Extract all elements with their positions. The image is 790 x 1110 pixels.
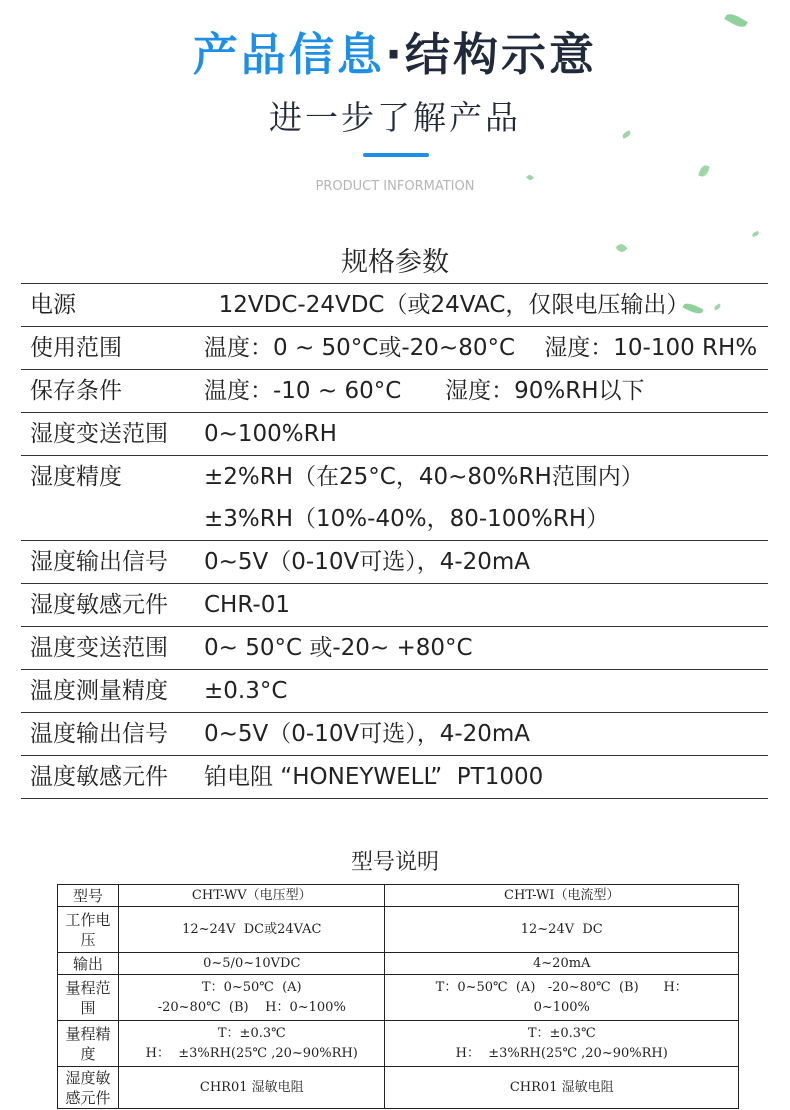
model-cell-line: 12~24V DC或24VAC bbox=[182, 921, 322, 937]
spec-value bbox=[204, 370, 768, 413]
spec-value bbox=[204, 413, 768, 456]
spec-label-text: 温度变送范围 bbox=[30, 635, 168, 661]
spec-label bbox=[21, 713, 204, 756]
model-cell-line: H： ±3%RH(25℃ ,20~90%RH) bbox=[455, 1045, 668, 1061]
spec-value-line: 0~5V（0-10V可选），4-20mA bbox=[204, 549, 531, 575]
title-underline bbox=[363, 153, 429, 157]
model-cell bbox=[385, 1021, 739, 1067]
spec-label bbox=[21, 327, 204, 370]
model-cell bbox=[119, 1067, 385, 1109]
spec-value bbox=[204, 456, 768, 541]
spec-value-line: CHR-01 bbox=[204, 592, 290, 618]
spec-value-line: ±0.3°C bbox=[204, 678, 288, 704]
spec-label-text: 湿度精度 bbox=[30, 464, 122, 490]
model-cell-line: CHR01 湿敏电阻 bbox=[509, 1079, 614, 1095]
model-row bbox=[58, 975, 739, 1021]
spec-label bbox=[21, 370, 204, 413]
model-cell-line: 围 bbox=[80, 998, 96, 1017]
spec-value-line: 0~100%RH bbox=[204, 421, 337, 447]
model-row-label bbox=[58, 1021, 119, 1067]
spec-row bbox=[21, 713, 768, 756]
model-cell-line: T：±0.3℃ bbox=[527, 1025, 596, 1041]
model-cell-line: 量程范 bbox=[65, 978, 111, 997]
model-cell-line: T：±0.3℃ bbox=[217, 1025, 286, 1041]
spec-row bbox=[21, 327, 768, 370]
spec-label bbox=[21, 627, 204, 670]
model-cell-line: 0~100% bbox=[533, 999, 590, 1015]
spec-label-text: 温度输出信号 bbox=[30, 721, 168, 747]
spec-value bbox=[204, 541, 768, 584]
spec-row bbox=[21, 413, 768, 456]
spec-row bbox=[21, 370, 768, 413]
spec-label bbox=[21, 413, 204, 456]
models-header-cell: CHT-WI（电流型） bbox=[385, 885, 739, 907]
spec-label bbox=[21, 584, 204, 627]
spec-value-line: 0~5V（0-10V可选），4-20mA bbox=[204, 721, 531, 747]
spec-label-text: 湿度变送范围 bbox=[30, 421, 168, 447]
model-cell bbox=[119, 1021, 385, 1067]
model-cell-line: H： ±3%RH(25℃ ,20~90%RH) bbox=[145, 1045, 358, 1061]
spec-label-text: 温度敏感元件 bbox=[30, 764, 168, 790]
spec-label-text: 湿度输出信号 bbox=[30, 549, 168, 575]
model-row bbox=[58, 1067, 739, 1109]
spec-label-text: 湿度敏感元件 bbox=[30, 592, 168, 618]
model-cell bbox=[119, 953, 385, 975]
model-cell-line: 12~24V DC bbox=[520, 921, 603, 937]
model-row bbox=[58, 1021, 739, 1067]
model-cell-line: 0~5/0~10VDC bbox=[203, 955, 301, 971]
models-header-cell: CHT-WV（电压型） bbox=[119, 885, 385, 907]
spec-value-line: ±3%RH（10%-40%，80-100%RH） bbox=[204, 506, 610, 532]
model-row-label bbox=[58, 1067, 119, 1109]
model-cell-line: T：0~50℃ (A) bbox=[201, 979, 302, 995]
model-cell-line: 压 bbox=[80, 930, 96, 949]
model-row-label bbox=[58, 975, 119, 1021]
model-row bbox=[58, 953, 739, 975]
title-dot: · bbox=[384, 28, 406, 81]
spec-label-text: 使用范围 bbox=[30, 335, 122, 361]
models-title: 型号说明 bbox=[350, 850, 439, 875]
spec-value bbox=[204, 627, 768, 670]
spec-value bbox=[204, 713, 768, 756]
model-cell bbox=[385, 953, 739, 975]
spec-value bbox=[204, 756, 768, 799]
spec-value-line: 温度：-10 ~ 60°C 湿度：90%RH以下 bbox=[204, 378, 645, 404]
spec-label bbox=[21, 541, 204, 584]
models-header-cell: 型号 bbox=[58, 885, 119, 907]
spec-value-line: ±2%RH（在25°C，40~80%RH范围内） bbox=[204, 464, 644, 490]
model-cell-line: 输出 bbox=[73, 954, 104, 973]
title-part-2: 结构示意 bbox=[405, 28, 598, 81]
spec-label bbox=[21, 284, 204, 327]
page-subtitle: 进一步了解产品 bbox=[269, 98, 521, 137]
model-cell-line: 工作电 bbox=[65, 910, 111, 929]
leaf-decoration bbox=[698, 164, 710, 178]
specs-title: 规格参数 bbox=[341, 247, 449, 278]
model-cell-line: 量程精 bbox=[65, 1024, 111, 1043]
model-row-label bbox=[58, 953, 119, 975]
spec-value-line: 温度：0 ~ 50°C或-20~80°C 湿度：10-100 RH% bbox=[204, 335, 758, 361]
page-subtitle-en: PRODUCT INFORMATION bbox=[315, 179, 475, 194]
spec-row bbox=[21, 670, 768, 713]
model-cell-line: 度 bbox=[80, 1044, 96, 1063]
spec-label-text: 电源 bbox=[30, 292, 76, 318]
model-row bbox=[58, 907, 739, 953]
spec-label bbox=[21, 670, 204, 713]
model-cell-line: 感元件 bbox=[65, 1088, 111, 1107]
spec-row bbox=[21, 627, 768, 670]
spec-value bbox=[204, 284, 768, 327]
specs-table bbox=[21, 283, 768, 799]
model-cell bbox=[385, 907, 739, 953]
spec-label-text: 保存条件 bbox=[30, 378, 122, 404]
model-cell-line: -20~80℃ (B) H：0~100% bbox=[157, 999, 346, 1015]
model-row-label bbox=[58, 907, 119, 953]
spec-row bbox=[21, 756, 768, 799]
model-cell bbox=[119, 907, 385, 953]
spec-label-text: 温度测量精度 bbox=[30, 678, 168, 704]
spec-row bbox=[21, 284, 768, 327]
model-cell bbox=[385, 1067, 739, 1109]
spec-value bbox=[204, 327, 768, 370]
spec-value bbox=[204, 584, 768, 627]
models-table bbox=[57, 884, 739, 1109]
spec-value-line: 0~ 50°C 或-20~ +80°C bbox=[204, 635, 473, 661]
models-header-row bbox=[58, 885, 739, 907]
spec-row bbox=[21, 541, 768, 584]
spec-row bbox=[21, 456, 768, 541]
leaf-decoration bbox=[752, 231, 760, 237]
spec-label bbox=[21, 456, 204, 541]
spec-value-line: 12VDC-24VDC（或24VAC，仅限电压输出） bbox=[204, 292, 690, 318]
model-cell bbox=[119, 975, 385, 1021]
page-title bbox=[0, 18, 790, 83]
spec-row bbox=[21, 584, 768, 627]
model-cell-line: T：0~50℃ (A) -20~80℃ (B) H： bbox=[435, 979, 688, 995]
model-cell bbox=[385, 975, 739, 1021]
model-cell-line: 4~20mA bbox=[533, 955, 591, 971]
model-cell-line: CHR01 湿敏电阻 bbox=[199, 1079, 304, 1095]
title-part-1: 产品信息 bbox=[192, 28, 385, 81]
model-cell-line: 湿度敏 bbox=[65, 1068, 111, 1087]
spec-value-line: 铂电阻 “HONEYWELL” PT1000 bbox=[204, 764, 544, 790]
spec-label bbox=[21, 756, 204, 799]
spec-value bbox=[204, 670, 768, 713]
